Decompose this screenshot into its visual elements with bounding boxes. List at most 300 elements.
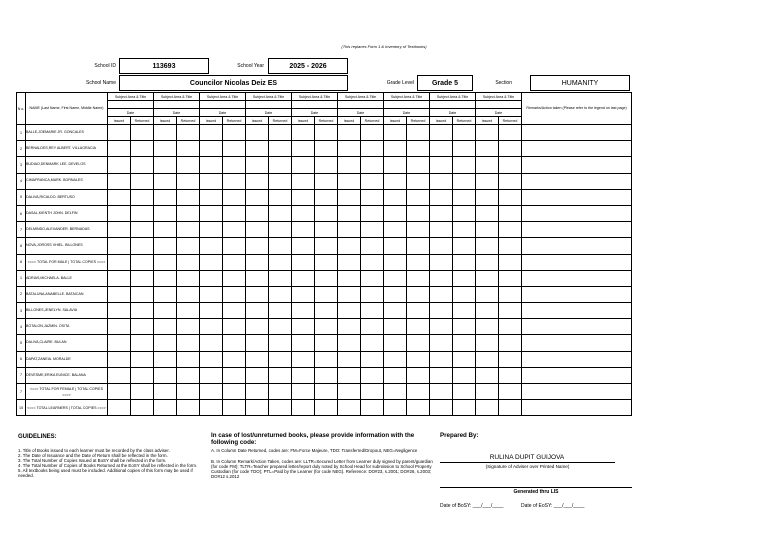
returned-date-cell[interactable] bbox=[453, 286, 476, 302]
issued-date-cell[interactable] bbox=[200, 205, 223, 221]
remarks-cell[interactable] bbox=[522, 157, 632, 173]
issued-date-cell[interactable] bbox=[154, 125, 177, 141]
issued-date-cell[interactable] bbox=[430, 351, 453, 367]
issued-date-cell[interactable] bbox=[154, 173, 177, 189]
issued-date-cell[interactable] bbox=[430, 173, 453, 189]
returned-date-cell[interactable] bbox=[361, 303, 384, 319]
issued-date-cell[interactable] bbox=[384, 319, 407, 335]
returned-date-cell[interactable] bbox=[131, 319, 154, 335]
returned-date-cell[interactable] bbox=[499, 238, 522, 254]
issued-date-cell[interactable] bbox=[108, 351, 131, 367]
issued-date-cell[interactable] bbox=[154, 222, 177, 238]
issued-date-cell[interactable] bbox=[292, 335, 315, 351]
issued-date-cell[interactable] bbox=[200, 303, 223, 319]
issued-date-cell[interactable] bbox=[108, 400, 131, 416]
remarks-cell[interactable] bbox=[522, 270, 632, 286]
returned-date-cell[interactable] bbox=[269, 367, 292, 383]
issued-date-cell[interactable] bbox=[246, 205, 269, 221]
issued-date-cell[interactable] bbox=[108, 157, 131, 173]
returned-date-cell[interactable] bbox=[177, 335, 200, 351]
returned-date-cell[interactable] bbox=[131, 335, 154, 351]
returned-date-cell[interactable] bbox=[361, 125, 384, 141]
returned-date-cell[interactable] bbox=[453, 222, 476, 238]
returned-date-cell[interactable] bbox=[453, 189, 476, 205]
issued-date-cell[interactable] bbox=[430, 157, 453, 173]
returned-date-cell[interactable] bbox=[315, 222, 338, 238]
returned-date-cell[interactable] bbox=[361, 367, 384, 383]
returned-date-cell[interactable] bbox=[407, 335, 430, 351]
remarks-cell[interactable] bbox=[522, 400, 632, 416]
issued-date-cell[interactable] bbox=[200, 351, 223, 367]
issued-date-cell[interactable] bbox=[292, 319, 315, 335]
returned-date-cell[interactable] bbox=[361, 205, 384, 221]
issued-date-cell[interactable] bbox=[246, 319, 269, 335]
returned-date-cell[interactable] bbox=[407, 141, 430, 157]
returned-date-cell[interactable] bbox=[223, 254, 246, 270]
returned-date-cell[interactable] bbox=[223, 141, 246, 157]
returned-date-cell[interactable] bbox=[131, 303, 154, 319]
returned-date-cell[interactable] bbox=[223, 270, 246, 286]
issued-date-cell[interactable] bbox=[292, 222, 315, 238]
issued-date-cell[interactable] bbox=[384, 335, 407, 351]
returned-date-cell[interactable] bbox=[131, 222, 154, 238]
returned-date-cell[interactable] bbox=[177, 141, 200, 157]
remarks-cell[interactable] bbox=[522, 238, 632, 254]
issued-date-cell[interactable] bbox=[292, 238, 315, 254]
returned-date-cell[interactable] bbox=[315, 157, 338, 173]
issued-date-cell[interactable] bbox=[154, 303, 177, 319]
issued-date-cell[interactable] bbox=[384, 189, 407, 205]
issued-date-cell[interactable] bbox=[292, 384, 315, 400]
issued-date-cell[interactable] bbox=[338, 286, 361, 302]
returned-date-cell[interactable] bbox=[499, 189, 522, 205]
returned-date-cell[interactable] bbox=[177, 367, 200, 383]
returned-date-cell[interactable] bbox=[407, 319, 430, 335]
issued-date-cell[interactable] bbox=[200, 319, 223, 335]
issued-date-cell[interactable] bbox=[384, 205, 407, 221]
issued-date-cell[interactable] bbox=[292, 400, 315, 416]
issued-date-cell[interactable] bbox=[292, 173, 315, 189]
issued-date-cell[interactable] bbox=[476, 335, 499, 351]
issued-date-cell[interactable] bbox=[246, 238, 269, 254]
issued-date-cell[interactable] bbox=[384, 270, 407, 286]
returned-date-cell[interactable] bbox=[269, 205, 292, 221]
issued-date-cell[interactable] bbox=[430, 125, 453, 141]
returned-date-cell[interactable] bbox=[407, 189, 430, 205]
returned-date-cell[interactable] bbox=[407, 367, 430, 383]
returned-date-cell[interactable] bbox=[131, 384, 154, 400]
issued-date-cell[interactable] bbox=[246, 125, 269, 141]
issued-date-cell[interactable] bbox=[154, 238, 177, 254]
returned-date-cell[interactable] bbox=[315, 286, 338, 302]
returned-date-cell[interactable] bbox=[131, 270, 154, 286]
issued-date-cell[interactable] bbox=[246, 367, 269, 383]
issued-date-cell[interactable] bbox=[476, 286, 499, 302]
returned-date-cell[interactable] bbox=[131, 141, 154, 157]
returned-date-cell[interactable] bbox=[177, 303, 200, 319]
issued-date-cell[interactable] bbox=[200, 270, 223, 286]
issued-date-cell[interactable] bbox=[200, 286, 223, 302]
returned-date-cell[interactable] bbox=[453, 157, 476, 173]
issued-date-cell[interactable] bbox=[108, 270, 131, 286]
issued-date-cell[interactable] bbox=[108, 125, 131, 141]
returned-date-cell[interactable] bbox=[315, 205, 338, 221]
issued-date-cell[interactable] bbox=[108, 141, 131, 157]
returned-date-cell[interactable] bbox=[177, 189, 200, 205]
issued-date-cell[interactable] bbox=[384, 238, 407, 254]
returned-date-cell[interactable] bbox=[177, 238, 200, 254]
returned-date-cell[interactable] bbox=[499, 351, 522, 367]
returned-date-cell[interactable] bbox=[499, 400, 522, 416]
issued-date-cell[interactable] bbox=[154, 367, 177, 383]
returned-date-cell[interactable] bbox=[361, 384, 384, 400]
issued-date-cell[interactable] bbox=[246, 141, 269, 157]
issued-date-cell[interactable] bbox=[430, 303, 453, 319]
returned-date-cell[interactable] bbox=[315, 384, 338, 400]
returned-date-cell[interactable] bbox=[407, 222, 430, 238]
issued-date-cell[interactable] bbox=[154, 351, 177, 367]
returned-date-cell[interactable] bbox=[269, 303, 292, 319]
returned-date-cell[interactable] bbox=[499, 205, 522, 221]
returned-date-cell[interactable] bbox=[177, 157, 200, 173]
returned-date-cell[interactable] bbox=[223, 367, 246, 383]
issued-date-cell[interactable] bbox=[292, 157, 315, 173]
returned-date-cell[interactable] bbox=[177, 351, 200, 367]
remarks-cell[interactable] bbox=[522, 141, 632, 157]
issued-date-cell[interactable] bbox=[154, 254, 177, 270]
returned-date-cell[interactable] bbox=[499, 335, 522, 351]
returned-date-cell[interactable] bbox=[131, 173, 154, 189]
returned-date-cell[interactable] bbox=[453, 400, 476, 416]
returned-date-cell[interactable] bbox=[131, 125, 154, 141]
issued-date-cell[interactable] bbox=[200, 400, 223, 416]
returned-date-cell[interactable] bbox=[177, 384, 200, 400]
issued-date-cell[interactable] bbox=[200, 141, 223, 157]
issued-date-cell[interactable] bbox=[384, 384, 407, 400]
returned-date-cell[interactable] bbox=[499, 270, 522, 286]
returned-date-cell[interactable] bbox=[315, 351, 338, 367]
returned-date-cell[interactable] bbox=[315, 270, 338, 286]
returned-date-cell[interactable] bbox=[499, 141, 522, 157]
returned-date-cell[interactable] bbox=[269, 335, 292, 351]
returned-date-cell[interactable] bbox=[499, 286, 522, 302]
returned-date-cell[interactable] bbox=[315, 335, 338, 351]
issued-date-cell[interactable] bbox=[246, 351, 269, 367]
issued-date-cell[interactable] bbox=[292, 125, 315, 141]
returned-date-cell[interactable] bbox=[223, 303, 246, 319]
returned-date-cell[interactable] bbox=[453, 254, 476, 270]
returned-date-cell[interactable] bbox=[269, 222, 292, 238]
remarks-cell[interactable] bbox=[522, 384, 632, 400]
issued-date-cell[interactable] bbox=[338, 205, 361, 221]
returned-date-cell[interactable] bbox=[453, 303, 476, 319]
returned-date-cell[interactable] bbox=[131, 238, 154, 254]
issued-date-cell[interactable] bbox=[338, 238, 361, 254]
issued-date-cell[interactable] bbox=[200, 173, 223, 189]
issued-date-cell[interactable] bbox=[384, 222, 407, 238]
returned-date-cell[interactable] bbox=[269, 351, 292, 367]
issued-date-cell[interactable] bbox=[108, 335, 131, 351]
returned-date-cell[interactable] bbox=[453, 319, 476, 335]
issued-date-cell[interactable] bbox=[338, 141, 361, 157]
issued-date-cell[interactable] bbox=[154, 400, 177, 416]
issued-date-cell[interactable] bbox=[200, 367, 223, 383]
issued-date-cell[interactable] bbox=[154, 189, 177, 205]
issued-date-cell[interactable] bbox=[430, 286, 453, 302]
returned-date-cell[interactable] bbox=[131, 254, 154, 270]
issued-date-cell[interactable] bbox=[246, 335, 269, 351]
returned-date-cell[interactable] bbox=[269, 254, 292, 270]
issued-date-cell[interactable] bbox=[430, 270, 453, 286]
issued-date-cell[interactable] bbox=[154, 141, 177, 157]
issued-date-cell[interactable] bbox=[476, 141, 499, 157]
issued-date-cell[interactable] bbox=[246, 384, 269, 400]
returned-date-cell[interactable] bbox=[223, 286, 246, 302]
returned-date-cell[interactable] bbox=[361, 400, 384, 416]
issued-date-cell[interactable] bbox=[384, 254, 407, 270]
issued-date-cell[interactable] bbox=[154, 157, 177, 173]
returned-date-cell[interactable] bbox=[269, 189, 292, 205]
issued-date-cell[interactable] bbox=[292, 351, 315, 367]
returned-date-cell[interactable] bbox=[361, 141, 384, 157]
returned-date-cell[interactable] bbox=[361, 270, 384, 286]
issued-date-cell[interactable] bbox=[108, 238, 131, 254]
issued-date-cell[interactable] bbox=[108, 205, 131, 221]
issued-date-cell[interactable] bbox=[476, 254, 499, 270]
issued-date-cell[interactable] bbox=[108, 222, 131, 238]
issued-date-cell[interactable] bbox=[292, 303, 315, 319]
returned-date-cell[interactable] bbox=[453, 384, 476, 400]
remarks-cell[interactable] bbox=[522, 125, 632, 141]
issued-date-cell[interactable] bbox=[384, 400, 407, 416]
issued-date-cell[interactable] bbox=[430, 222, 453, 238]
issued-date-cell[interactable] bbox=[384, 173, 407, 189]
remarks-cell[interactable] bbox=[522, 286, 632, 302]
returned-date-cell[interactable] bbox=[453, 141, 476, 157]
issued-date-cell[interactable] bbox=[338, 270, 361, 286]
returned-date-cell[interactable] bbox=[499, 173, 522, 189]
returned-date-cell[interactable] bbox=[177, 173, 200, 189]
issued-date-cell[interactable] bbox=[200, 222, 223, 238]
returned-date-cell[interactable] bbox=[315, 189, 338, 205]
returned-date-cell[interactable] bbox=[499, 125, 522, 141]
issued-date-cell[interactable] bbox=[476, 384, 499, 400]
returned-date-cell[interactable] bbox=[499, 254, 522, 270]
returned-date-cell[interactable] bbox=[269, 319, 292, 335]
returned-date-cell[interactable] bbox=[315, 125, 338, 141]
returned-date-cell[interactable] bbox=[131, 286, 154, 302]
issued-date-cell[interactable] bbox=[108, 254, 131, 270]
issued-date-cell[interactable] bbox=[108, 173, 131, 189]
remarks-cell[interactable] bbox=[522, 189, 632, 205]
issued-date-cell[interactable] bbox=[384, 125, 407, 141]
issued-date-cell[interactable] bbox=[200, 238, 223, 254]
returned-date-cell[interactable] bbox=[223, 157, 246, 173]
returned-date-cell[interactable] bbox=[453, 205, 476, 221]
issued-date-cell[interactable] bbox=[246, 286, 269, 302]
returned-date-cell[interactable] bbox=[315, 141, 338, 157]
returned-date-cell[interactable] bbox=[407, 125, 430, 141]
issued-date-cell[interactable] bbox=[430, 367, 453, 383]
issued-date-cell[interactable] bbox=[384, 351, 407, 367]
issued-date-cell[interactable] bbox=[246, 400, 269, 416]
returned-date-cell[interactable] bbox=[361, 351, 384, 367]
returned-date-cell[interactable] bbox=[499, 367, 522, 383]
issued-date-cell[interactable] bbox=[246, 303, 269, 319]
returned-date-cell[interactable] bbox=[315, 367, 338, 383]
remarks-cell[interactable] bbox=[522, 319, 632, 335]
remarks-cell[interactable] bbox=[522, 367, 632, 383]
returned-date-cell[interactable] bbox=[361, 238, 384, 254]
returned-date-cell[interactable] bbox=[499, 303, 522, 319]
issued-date-cell[interactable] bbox=[246, 254, 269, 270]
issued-date-cell[interactable] bbox=[108, 303, 131, 319]
returned-date-cell[interactable] bbox=[269, 384, 292, 400]
remarks-cell[interactable] bbox=[522, 351, 632, 367]
returned-date-cell[interactable] bbox=[223, 351, 246, 367]
returned-date-cell[interactable] bbox=[407, 400, 430, 416]
remarks-cell[interactable] bbox=[522, 173, 632, 189]
issued-date-cell[interactable] bbox=[200, 125, 223, 141]
returned-date-cell[interactable] bbox=[407, 286, 430, 302]
returned-date-cell[interactable] bbox=[131, 205, 154, 221]
returned-date-cell[interactable] bbox=[269, 157, 292, 173]
issued-date-cell[interactable] bbox=[384, 303, 407, 319]
issued-date-cell[interactable] bbox=[338, 319, 361, 335]
issued-date-cell[interactable] bbox=[338, 367, 361, 383]
issued-date-cell[interactable] bbox=[476, 400, 499, 416]
issued-date-cell[interactable] bbox=[430, 335, 453, 351]
returned-date-cell[interactable] bbox=[269, 286, 292, 302]
returned-date-cell[interactable] bbox=[223, 173, 246, 189]
issued-date-cell[interactable] bbox=[476, 125, 499, 141]
issued-date-cell[interactable] bbox=[476, 367, 499, 383]
issued-date-cell[interactable] bbox=[476, 157, 499, 173]
issued-date-cell[interactable] bbox=[246, 222, 269, 238]
issued-date-cell[interactable] bbox=[476, 238, 499, 254]
issued-date-cell[interactable] bbox=[246, 189, 269, 205]
returned-date-cell[interactable] bbox=[223, 205, 246, 221]
returned-date-cell[interactable] bbox=[315, 303, 338, 319]
returned-date-cell[interactable] bbox=[131, 367, 154, 383]
returned-date-cell[interactable] bbox=[361, 222, 384, 238]
issued-date-cell[interactable] bbox=[338, 351, 361, 367]
returned-date-cell[interactable] bbox=[315, 238, 338, 254]
returned-date-cell[interactable] bbox=[453, 238, 476, 254]
returned-date-cell[interactable] bbox=[177, 125, 200, 141]
issued-date-cell[interactable] bbox=[154, 286, 177, 302]
returned-date-cell[interactable] bbox=[269, 238, 292, 254]
issued-date-cell[interactable] bbox=[292, 286, 315, 302]
issued-date-cell[interactable] bbox=[108, 319, 131, 335]
issued-date-cell[interactable] bbox=[430, 254, 453, 270]
returned-date-cell[interactable] bbox=[453, 125, 476, 141]
issued-date-cell[interactable] bbox=[338, 125, 361, 141]
issued-date-cell[interactable] bbox=[246, 270, 269, 286]
issued-date-cell[interactable] bbox=[476, 189, 499, 205]
returned-date-cell[interactable] bbox=[131, 157, 154, 173]
returned-date-cell[interactable] bbox=[223, 335, 246, 351]
issued-date-cell[interactable] bbox=[108, 189, 131, 205]
returned-date-cell[interactable] bbox=[361, 157, 384, 173]
returned-date-cell[interactable] bbox=[407, 173, 430, 189]
issued-date-cell[interactable] bbox=[430, 400, 453, 416]
issued-date-cell[interactable] bbox=[338, 254, 361, 270]
issued-date-cell[interactable] bbox=[430, 319, 453, 335]
issued-date-cell[interactable] bbox=[430, 205, 453, 221]
returned-date-cell[interactable] bbox=[177, 205, 200, 221]
issued-date-cell[interactable] bbox=[338, 222, 361, 238]
returned-date-cell[interactable] bbox=[361, 254, 384, 270]
issued-date-cell[interactable] bbox=[476, 319, 499, 335]
returned-date-cell[interactable] bbox=[453, 351, 476, 367]
returned-date-cell[interactable] bbox=[407, 205, 430, 221]
issued-date-cell[interactable] bbox=[200, 157, 223, 173]
returned-date-cell[interactable] bbox=[453, 173, 476, 189]
issued-date-cell[interactable] bbox=[476, 270, 499, 286]
issued-date-cell[interactable] bbox=[476, 303, 499, 319]
returned-date-cell[interactable] bbox=[361, 286, 384, 302]
returned-date-cell[interactable] bbox=[499, 319, 522, 335]
issued-date-cell[interactable] bbox=[338, 173, 361, 189]
returned-date-cell[interactable] bbox=[177, 222, 200, 238]
returned-date-cell[interactable] bbox=[453, 335, 476, 351]
returned-date-cell[interactable] bbox=[177, 286, 200, 302]
issued-date-cell[interactable] bbox=[246, 173, 269, 189]
returned-date-cell[interactable] bbox=[407, 270, 430, 286]
issued-date-cell[interactable] bbox=[154, 384, 177, 400]
returned-date-cell[interactable] bbox=[361, 319, 384, 335]
returned-date-cell[interactable] bbox=[315, 173, 338, 189]
issued-date-cell[interactable] bbox=[108, 367, 131, 383]
issued-date-cell[interactable] bbox=[384, 157, 407, 173]
returned-date-cell[interactable] bbox=[223, 319, 246, 335]
returned-date-cell[interactable] bbox=[407, 254, 430, 270]
issued-date-cell[interactable] bbox=[108, 384, 131, 400]
issued-date-cell[interactable] bbox=[154, 270, 177, 286]
issued-date-cell[interactable] bbox=[338, 189, 361, 205]
returned-date-cell[interactable] bbox=[131, 189, 154, 205]
issued-date-cell[interactable] bbox=[476, 222, 499, 238]
issued-date-cell[interactable] bbox=[200, 189, 223, 205]
issued-date-cell[interactable] bbox=[384, 367, 407, 383]
returned-date-cell[interactable] bbox=[315, 400, 338, 416]
returned-date-cell[interactable] bbox=[131, 400, 154, 416]
returned-date-cell[interactable] bbox=[269, 270, 292, 286]
issued-date-cell[interactable] bbox=[154, 205, 177, 221]
returned-date-cell[interactable] bbox=[453, 270, 476, 286]
issued-date-cell[interactable] bbox=[384, 141, 407, 157]
remarks-cell[interactable] bbox=[522, 254, 632, 270]
returned-date-cell[interactable] bbox=[177, 319, 200, 335]
issued-date-cell[interactable] bbox=[200, 384, 223, 400]
issued-date-cell[interactable] bbox=[292, 270, 315, 286]
issued-date-cell[interactable] bbox=[154, 335, 177, 351]
returned-date-cell[interactable] bbox=[177, 254, 200, 270]
remarks-cell[interactable] bbox=[522, 303, 632, 319]
returned-date-cell[interactable] bbox=[361, 173, 384, 189]
issued-date-cell[interactable] bbox=[476, 351, 499, 367]
remarks-cell[interactable] bbox=[522, 335, 632, 351]
returned-date-cell[interactable] bbox=[407, 238, 430, 254]
issued-date-cell[interactable] bbox=[338, 335, 361, 351]
remarks-cell[interactable] bbox=[522, 205, 632, 221]
issued-date-cell[interactable] bbox=[292, 189, 315, 205]
returned-date-cell[interactable] bbox=[269, 125, 292, 141]
returned-date-cell[interactable] bbox=[269, 173, 292, 189]
issued-date-cell[interactable] bbox=[338, 157, 361, 173]
issued-date-cell[interactable] bbox=[338, 384, 361, 400]
